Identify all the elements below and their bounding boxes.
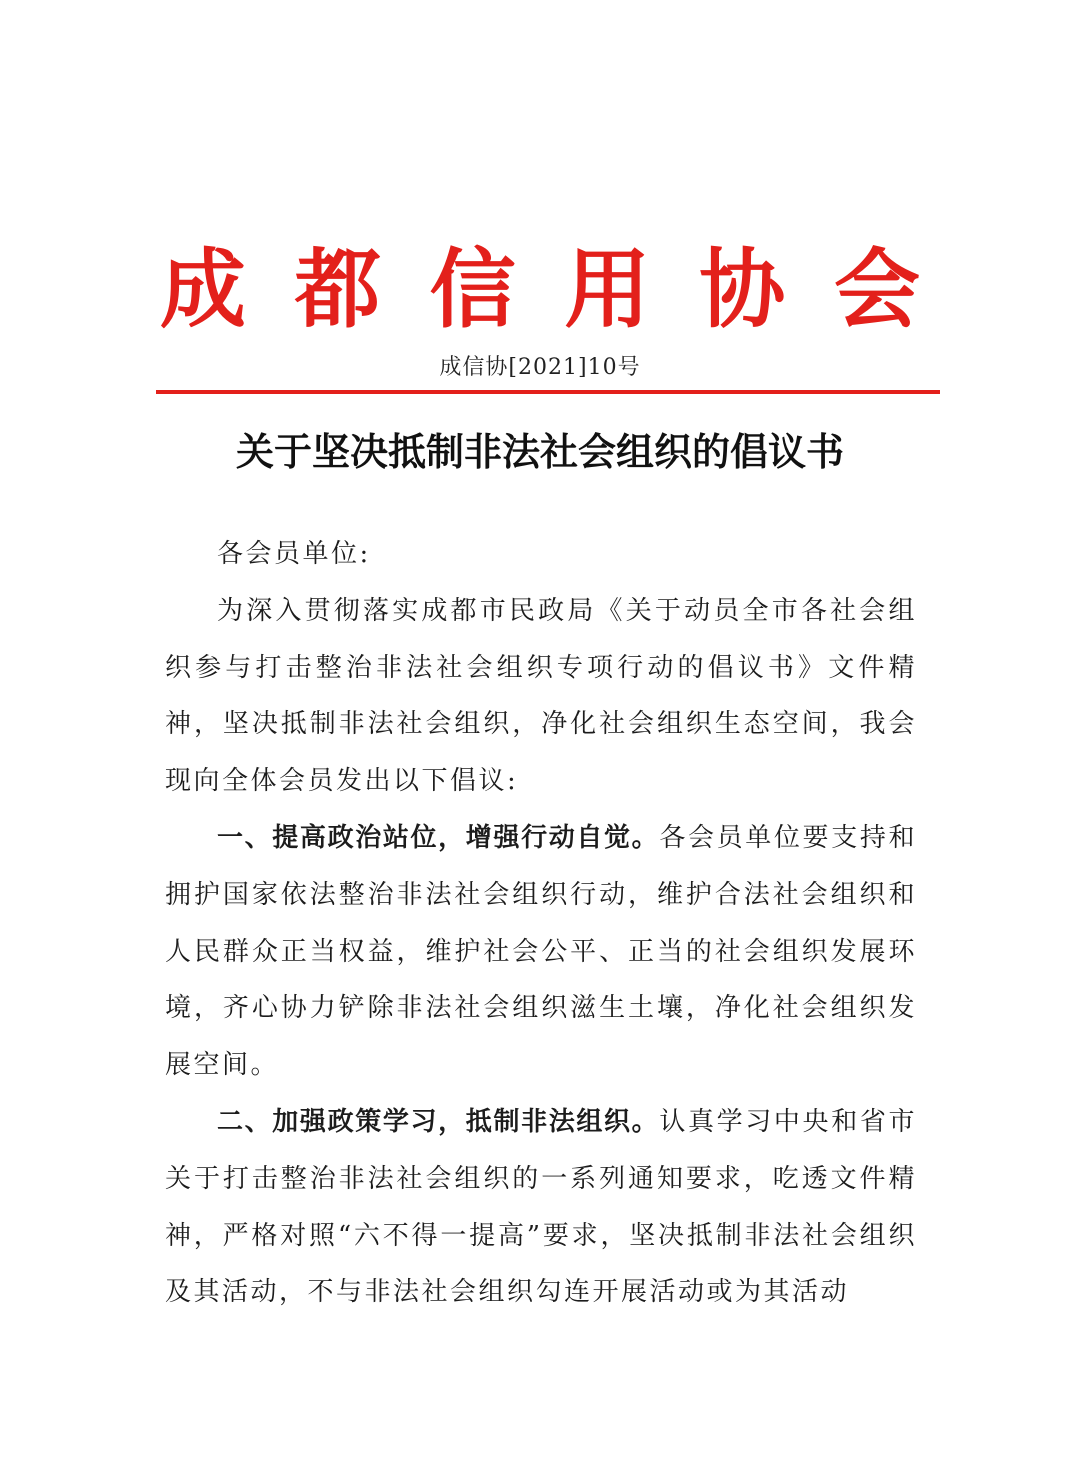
org-name-char: 都 xyxy=(294,239,381,340)
document-title: 关于坚决抵制非法社会组织的倡议书 xyxy=(235,430,844,474)
paragraph-point-2 xyxy=(165,1094,917,1321)
org-name-char: 信 xyxy=(429,239,516,340)
org-name-char: 会 xyxy=(833,239,920,340)
paragraph-text: 认真学习中央和省市关于打击整治非法社会组织的一系列通知要求，吃透文件精神，严格对照“六不得一提高”要求，坚决抵制非法社会组织及其活动，不与非法社会组织勾连开展活动或为其活动 xyxy=(165,1106,917,1308)
org-name-char: 成 xyxy=(160,239,246,340)
org-name-char: 协 xyxy=(699,239,786,340)
salutation: 各会员单位: xyxy=(217,539,371,569)
org-name-char: 用 xyxy=(564,239,651,340)
paragraph-text: 各会员单位要支持和拥护国家依法整治非法社会组织行动，维护合法社会组织和人民群众正当权益，维护社会公平、正当的社会组织发展环境，齐心协力铲除非法社会组织滋生土壤，净化社会组织发展空间。 xyxy=(165,822,917,1081)
paragraph-lead: 二、加强政策学习，抵制非法组织。 xyxy=(217,1106,660,1137)
paragraph-point-1 xyxy=(165,810,917,1094)
document-body xyxy=(165,526,917,1321)
paragraph-intro xyxy=(165,583,917,810)
document-number: 成信协[2021]10号 xyxy=(439,355,641,380)
org-name-header xyxy=(160,240,920,340)
paragraph-text: 为深入贯彻落实成都市民政局《关于动员全市各社会组织参与打击整治非法社会组织专项行动的倡议书》文件精神，坚决抵制非法社会组织，净化社会组织生态空间，我会现向全体会员发出以下倡议: xyxy=(165,595,917,797)
paragraph-lead: 一、提高政治站位，增强行动自觉。 xyxy=(217,822,660,853)
red-divider-line xyxy=(156,390,940,394)
